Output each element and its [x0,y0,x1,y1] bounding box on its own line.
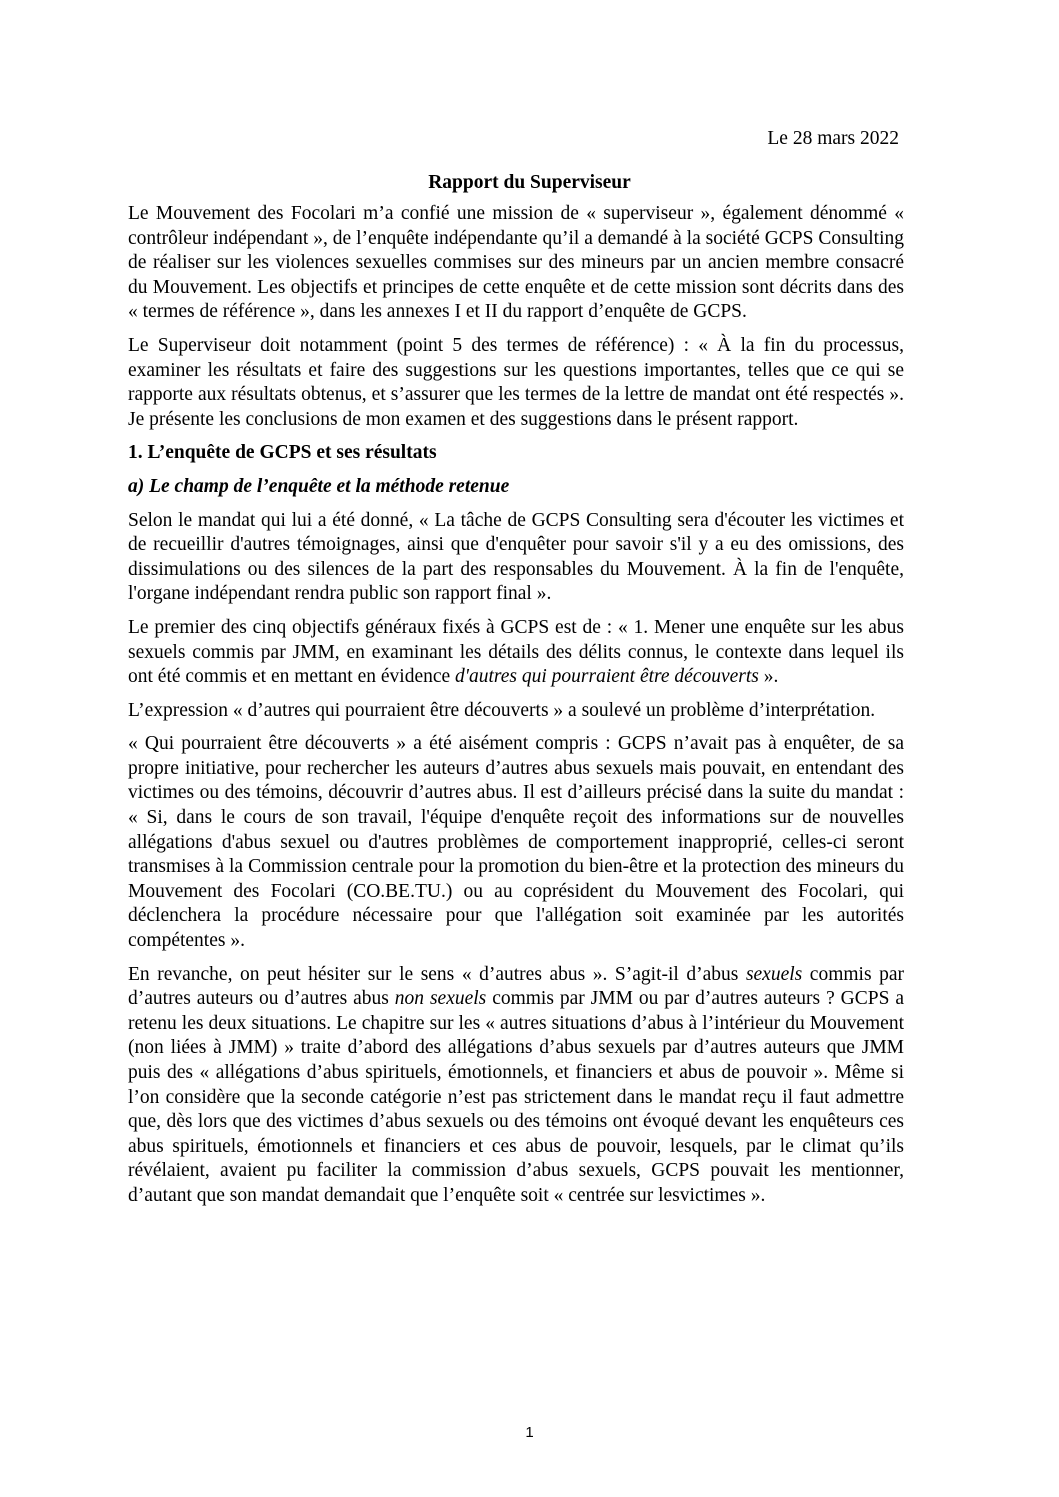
paragraph-objectives-end: ». [758,666,779,688]
paragraph-other-abuses-emphasis-1: sexuels [745,963,803,985]
subsection-heading: a) Le champ de l’enquête et la méthode retenue [128,475,510,497]
paragraph-other-abuses-text-b: commis par d’autres auteurs ou d’autres abus [128,963,904,1010]
page-number: 1 [525,1424,534,1441]
paragraph-objectives-emphasis: d'autres qui pourraient être découverts [455,666,759,688]
paragraph-other-abuses-emphasis-2: non sexuels [394,988,487,1010]
document-body [128,202,904,1218]
document-title: Rapport du Superviseur [428,172,631,193]
paragraph-supervisor-role: Le Superviseur doit notamment (point 5 des termes de référence) : « À la fin du processus, examiner les résultats et faire des suggestions sur les questions importantes, telles que ce qui se rapporte aux résultats obtenus, et s’assurer que les termes de la lettre de mandat ont été respectés ». Je présente les conclusions de mon examen et des suggestions dans le présent rapport. [128,334,904,430]
paragraph-expression: L’expression « d’autres qui pourraient être découverts » a soulevé un problème d’interprétation. [128,699,876,721]
paragraph-objectives [128,616,904,690]
document-date: Le 28 mars 2022 [767,128,899,149]
paragraph-other-abuses [128,963,904,1209]
paragraph-objectives-text: Le premier des cinq objectifs généraux fixés à GCPS est de : « 1. Mener une enquête sur les abus sexuels commis par JMM, en examinant les détails des délits connus, le contexte dans lequel ils ont été commis et en mettant en évidence [128,616,904,688]
paragraph-interpretation: « Qui pourraient être découverts » a été aisément compris : GCPS n’avait pas à enquêter, de sa propre initiative, pour rechercher les auteurs d’autres abus sexuels mais pouvait, en entendant des victimes ou des témoins, découvrir d’autres abus. Il est d’ailleurs précisé dans la suite du mandat : « Si, dans le cours de son travail, l'équipe d'enquête reçoit des informations sur de nouvelles allégations d'abus sexuel ou d'autres problèmes de comportement inapproprié, celles-ci seront transmises à la Commission centrale pour la promotion du bien-être et la protection des mineurs du Mouvement des Focolari (CO.BE.TU.) ou au coprésident du Mouvement des Focolari, qui déclenchera la procédure nécessaire pour que l'allégation soit examinée par les autorités compétentes ». [128,733,904,952]
section-heading: 1. L’enquête de GCPS et ses résultats [128,442,437,464]
paragraph-other-abuses-text-c: commis par JMM ou par d’autres auteurs ? GCPS a retenu les deux situations. Le chapitre sur les « autres situations d’abus à l’intérieur du Mouvement (non liées à JMM) » traite d’abord des allégations d’abus sexuels par d’autres auteurs que JMM puis des « allégations d’abus spirituels, émotionnels, et financiers et abus de pouvoir ». Même si l’on considère que la seconde catégorie n’est pas strictement dans le mandat reçu il faut admettre que, dès lors que des victimes d’abus sexuels ou des témoins ont évoqué devant les enquêteurs ces abus spirituels, émotionnels et financiers et ces abus de pouvoir, lesquels, par le climat qu’ils révélaient, avaient pu faciliter la commission d’abus sexuels, GCPS pouvait les mentionner, d’autant que son mandat demandait que l’enquête soit « centrée sur lesvictimes ». [128,988,904,1206]
paragraph-intro: Le Mouvement des Focolari m’a confié une mission de « superviseur », également dénommé « contrôleur indépendant », de l’enquête indépendante qu’il a demandé à la société GCPS Consulting de réaliser sur les violences sexuelles commises sur des mineurs par un ancien membre consacré du Mouvement. Les objectifs et principes de cette enquête et de cette mission sont décrits dans des « termes de référence », dans les annexes I et II du rapport d’enquête de GCPS. [128,203,904,323]
paragraph-other-abuses-text-a: En revanche, on peut hésiter sur le sens « d’autres abus ». S’agit-il d’abus [128,963,746,985]
paragraph-mandate: Selon le mandat qui lui a été donné, « La tâche de GCPS Consulting sera d'écouter les victimes et de recueillir d'autres témoignages, ainsi que d'enquêter pour savoir s'il y a eu des omissions, des dissimulations ou des silences de la part des responsables du Mouvement. À la fin de l'enquête, l'organe indépendant rendra public son rapport final ». [128,509,904,605]
